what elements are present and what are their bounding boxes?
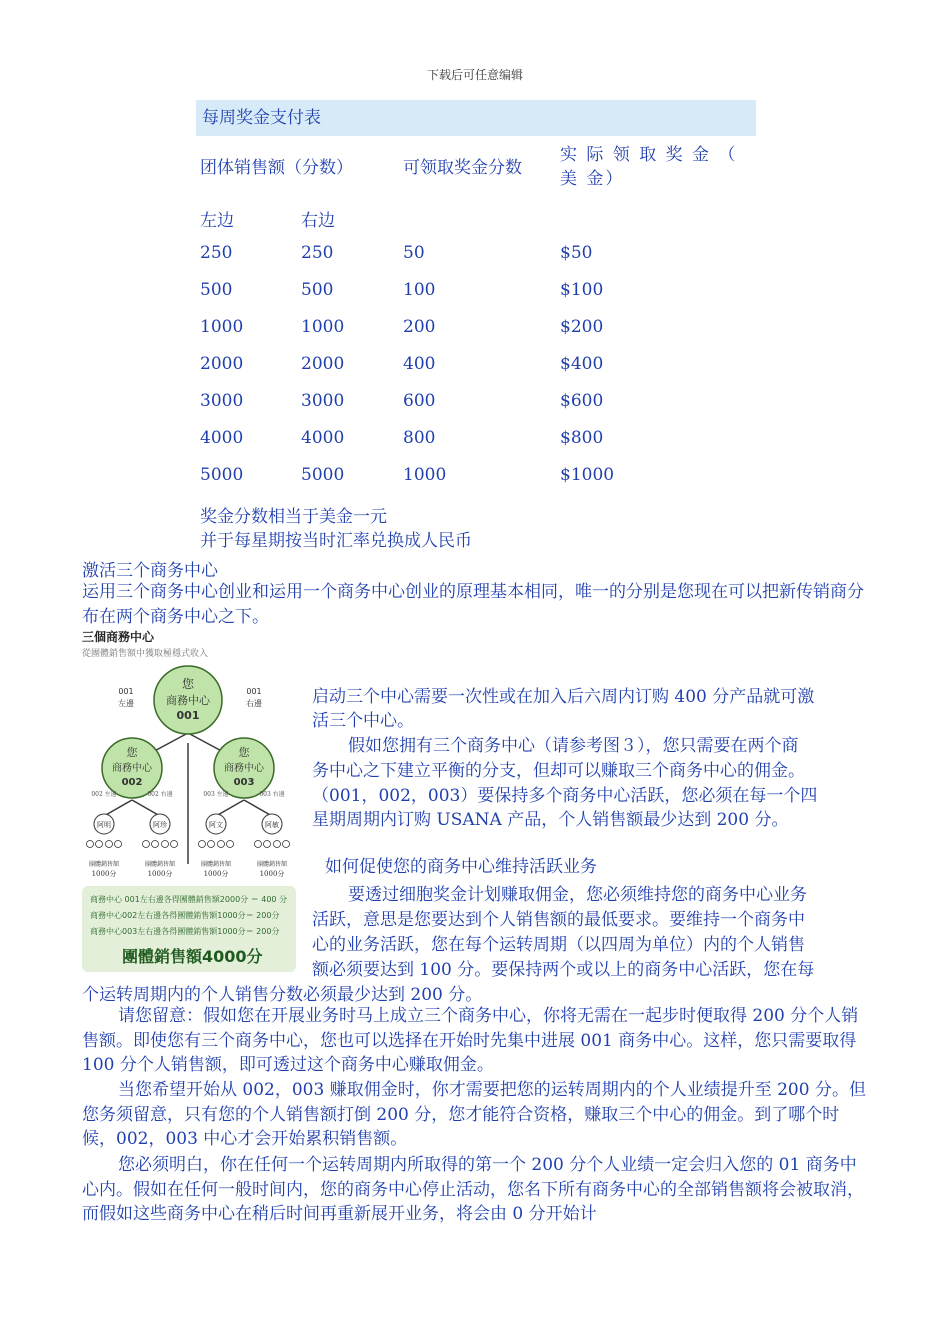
table-cell: $200 <box>560 317 604 337</box>
right-p1-line1: 启动三个中心需要一次性或在加入后六周内订购 400 分产品就可激 <box>312 687 815 707</box>
leaf-side-label: 002 右邊 <box>147 791 173 798</box>
label-001-left-num: 001 <box>118 687 134 696</box>
sub-leaf-node <box>115 841 122 848</box>
table-note-1: 奖金分数相当于美金一元 <box>200 507 387 527</box>
right-p2-line1: 假如您拥有三个商务中心（请参考图３），您只需要在两个商 <box>348 736 799 756</box>
table-cell: 50 <box>403 243 425 263</box>
sub-leaf-node <box>143 841 150 848</box>
col-header-points: 可领取奖金分数 <box>403 158 522 178</box>
group-sales-label: 1000分 <box>147 870 173 878</box>
node-002-label-1: 您 <box>126 746 138 759</box>
label-001-right-side: 右邊 <box>246 699 262 708</box>
table-cell: $600 <box>560 391 604 411</box>
leaf-node-name: 阿明 <box>97 821 111 829</box>
page-header: 下载后可任意编辑 <box>426 68 523 82</box>
right-p3-line1: 要透过细胞奖金计划赚取佣金，您必须维持您的商务中心业务 <box>348 885 807 905</box>
sub-leaf-node <box>255 841 262 848</box>
node-001-label-3: 001 <box>176 709 200 722</box>
sub-leaf-node <box>152 841 159 848</box>
table-cell: 500 <box>200 280 233 300</box>
table-cell: 100 <box>403 280 436 300</box>
leaf-side-label: 003 左邊 <box>203 791 229 798</box>
right-p2-line4: 星期周期内订购 USANA 产品，个人销售额最少达到 200 分。 <box>312 810 789 830</box>
table-cell: 2000 <box>200 354 244 374</box>
sub-leaf-node <box>264 841 271 848</box>
table-cell: $100 <box>560 280 604 300</box>
table-cell: $400 <box>560 354 604 374</box>
group-sales-label: 團體銷售額 <box>88 861 120 868</box>
right-p3-line3: 心的业务活跃，您在每个运转周期（以四周为单位）内的个人销售 <box>312 935 805 955</box>
table-cell: 1000 <box>200 317 244 337</box>
table-cell: 3000 <box>301 391 345 411</box>
leaf-side-label: 002 左邊 <box>91 791 117 798</box>
sub-leaf-node <box>218 841 225 848</box>
table-cell: $50 <box>560 243 593 263</box>
body-paragraph-5: 当您希望开始从 002，003 赚取佣金时，你才需要把您的运转周期内的个人业绩提升至 200 分。但您务须留意，只有您的个人销售额打倒 200 分，您才能符合资格，赚取三个中心的佣金。到了哪个时候，002，003 中心才会开始累积销售额。 <box>82 1080 866 1149</box>
three-centers-figure <box>82 628 298 973</box>
right-p2-line2: 务中心之下建立平衡的分支，但却可以赚取三个商务中心的佣金。 <box>312 761 805 781</box>
table-cell: 600 <box>403 391 436 411</box>
node-002-label-3: 002 <box>121 777 143 788</box>
right-p3-line2: 活跃，意思是您要达到个人销售额的最低要求。要维持一个商务中 <box>312 910 805 930</box>
sub-leaf-node <box>283 841 290 848</box>
node-002-label-2: 商務中心 <box>112 763 152 774</box>
node-003-label-3: 003 <box>233 777 255 788</box>
body-paragraph-6: 您必须明白，你在任何一个运转周期内所取得的第一个 200 分个人业绩一定会归入您的 01 商务中心内。假如在任何一般时间内，您的商务中心停止活动，您名下所有商务中心的全部销售额将会被取消，而假如这些商务中心在稍后时间再重新展开业务，将会由 0 分开始计 <box>82 1155 864 1224</box>
table-cell: 5000 <box>200 465 244 485</box>
sub-leaf-node <box>274 841 281 848</box>
sub-leaf-node <box>227 841 234 848</box>
sub-leaf-node <box>171 841 178 848</box>
body-p3-end: 个运转周期内的个人销售分数必须最少达到 200 分。 <box>82 985 483 1005</box>
sub-leaf-node <box>162 841 169 848</box>
table-cell: 250 <box>301 243 334 263</box>
figure-summary-box <box>82 886 296 972</box>
body-paragraph-4: 请您留意：假如您在开展业务时马上成立三个商务中心，你将无需在一起步时便取得 200 分个人销售额。即使您有三个商务中心，您也可以选择在开始时先集中进展 001 商务中心。这样，您只需要取得 100 分个人销售额，即可透过这个商务中心赚取佣金。 <box>82 1006 859 1075</box>
table-cell: 250 <box>200 243 233 263</box>
table-cell: 200 <box>403 317 436 337</box>
sub-leaf-node <box>87 841 94 848</box>
table-cell: 4000 <box>301 428 345 448</box>
group-sales-label: 團體銷售額 <box>256 861 288 868</box>
table-cell: 5000 <box>301 465 345 485</box>
sub-header-left: 左边 <box>200 211 234 231</box>
group-sales-label: 團體銷售額 <box>200 861 232 868</box>
sub-leaf-node <box>199 841 206 848</box>
intro-paragraph: 运用三个商务中心创业和运用一个商务中心创业的原理基本相同，唯一的分别是您现在可以把新传销商分布在两个商务中心之下。 <box>82 582 864 627</box>
sub-leaf-node <box>96 841 103 848</box>
table-title: 每周奖金支付表 <box>196 100 756 136</box>
summary-line-1: 商務中心 001左右邊各得團體銷售額2000分 ＝ 400 分 <box>90 895 288 904</box>
right-heading: 如何促使您的商务中心维持活跃业务 <box>325 857 597 877</box>
label-001-left-side: 左邊 <box>118 699 134 708</box>
right-p1-line2: 活三个中心。 <box>312 711 414 731</box>
figure-subtitle: 從團體銷售額中獲取極穩式收入 <box>82 649 209 659</box>
leaf-node-name: 阿文 <box>209 821 223 829</box>
sub-leaf-node <box>208 841 215 848</box>
section-title: 激活三个商务中心 <box>82 561 218 581</box>
table-cell: 500 <box>301 280 334 300</box>
leaf-node-name: 阿敏 <box>265 821 279 829</box>
table-cell: 1000 <box>301 317 345 337</box>
leaf-node-name: 阿珍 <box>153 821 167 829</box>
table-cell: 4000 <box>200 428 244 448</box>
table-cell: 2000 <box>301 354 345 374</box>
table-cell: 800 <box>403 428 436 448</box>
group-sales-label: 1000分 <box>91 870 117 878</box>
right-p2-line3: （001，002，003）要保持多个商务中心活跃，您必须在每一个四 <box>312 786 818 806</box>
node-003-label-1: 您 <box>238 746 250 759</box>
sub-header-right: 右边 <box>301 211 335 231</box>
summary-line-3: 商務中心003左右邊各得團體銷售額1000分＝ 200分 <box>90 927 280 936</box>
node-001-label-1: 您 <box>181 677 195 691</box>
right-p3-line4: 额必须要达到 100 分。要保持两个或以上的商务中心活跃，您在每 <box>312 960 815 980</box>
summary-total: 團體銷售額4000分 <box>122 947 263 966</box>
label-001-right-num: 001 <box>246 687 262 696</box>
table-cell: 400 <box>403 354 436 374</box>
table-note-2: 并于每星期按当时汇率兑换成人民币 <box>200 531 472 551</box>
node-001-label-2: 商務中心 <box>166 694 210 707</box>
table-cell: $800 <box>560 428 604 448</box>
table-cell: 1000 <box>403 465 447 485</box>
summary-line-2: 商務中心002左右邊各得團體銷售額1000分＝ 200分 <box>90 911 280 920</box>
group-sales-label: 1000分 <box>203 870 229 878</box>
node-003-label-2: 商務中心 <box>224 763 264 774</box>
tree-diagram <box>82 628 298 888</box>
table-cell: $1000 <box>560 465 615 485</box>
table-cell: 3000 <box>200 391 244 411</box>
col-header-actual: 实 际 领 取 奖 金 （ 美 金） <box>560 145 738 189</box>
col-header-sales: 团体销售额（分数） <box>200 158 353 178</box>
group-sales-label: 團體銷售額 <box>144 861 176 868</box>
figure-title: 三個商務中心 <box>82 630 155 644</box>
leaf-side-label: 003 右邊 <box>259 791 285 798</box>
sub-leaf-node <box>106 841 113 848</box>
group-sales-label: 1000分 <box>259 870 285 878</box>
